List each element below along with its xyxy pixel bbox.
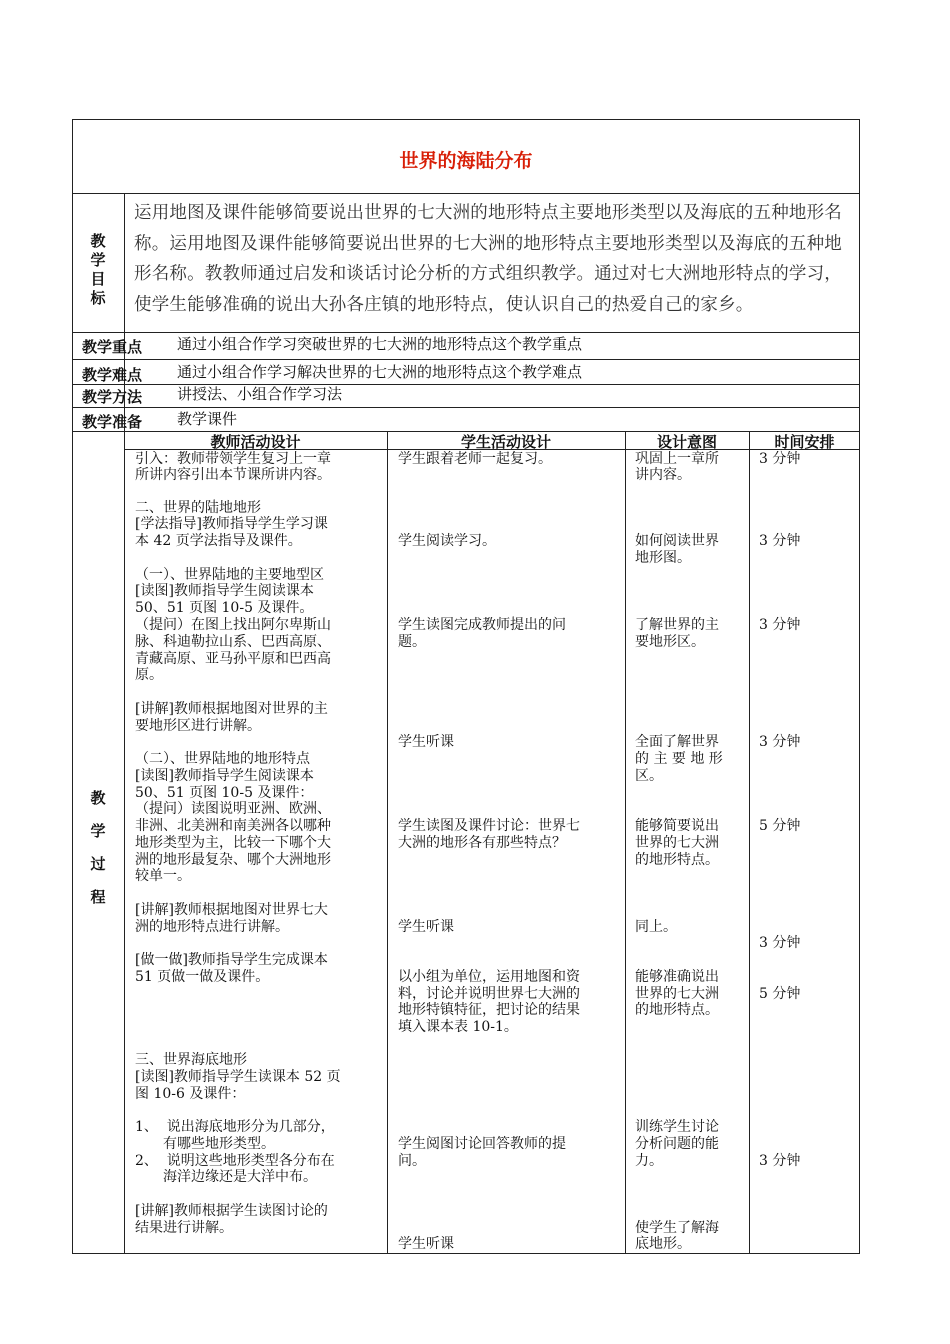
process-label-text: 教学过程: [90, 789, 106, 906]
time-line: 5 分钟: [759, 818, 801, 834]
student-line: 学生跟着老师一起复习。: [398, 451, 552, 467]
teacher-line: [讲解]教师根据地图对世界的主: [135, 701, 328, 717]
intent-line: 地形图。: [635, 550, 691, 566]
row-value-preparation: 教学课件: [177, 410, 238, 428]
time-line: 3 分钟: [759, 734, 801, 750]
row-value-focus: 通过小组合作学习突破世界的七大洲的地形特点这个教学重点: [177, 335, 583, 353]
teacher-line: 1、 说出海底地形分为几部分，: [135, 1119, 335, 1135]
intent-line: 底地形。: [635, 1236, 691, 1252]
intent-line: 了解世界的主: [635, 617, 719, 633]
teacher-line: （提问）在图上找出阿尔卑斯山: [135, 617, 331, 633]
teacher-line: [读图]教师指导学生阅读课本: [135, 583, 314, 599]
teacher-line: 洲的地形最复杂、哪个大洲地形: [135, 852, 331, 868]
teacher-line: （一）、世界陆地的主要地型区: [135, 567, 324, 583]
time-line: 3 分钟: [759, 533, 801, 549]
teacher-line: [读图]教师指导学生读课本 52 页: [135, 1069, 341, 1085]
student-line: 学生阅读学习。: [398, 533, 496, 549]
teacher-line: 结果进行讲解。: [135, 1220, 233, 1236]
teacher-line: [学法指导]教师指导学生学习课: [135, 516, 328, 532]
time-line: 3 分钟: [759, 451, 801, 467]
goals-text: 运用地图及课件能够简要说出世界的七大洲的地形特点主要地形类型以及海底的五种地形名称。运用地图及课件能够简要说出世界的七大洲的地形特点主要地形类型以及海底的五种地形名称。教教师通过启发和谈话讨论分析的方式组织教学。通过对七大洲地形特点的学习，使学生能够准确的说出大孙各庄镇的地形特点，使认识自己的热爱自己的家乡。: [134, 203, 842, 315]
student-line: 填入课本表 10-1。: [398, 1019, 518, 1035]
teacher-line: 海洋边缘还是大洋中布。: [163, 1169, 317, 1185]
teacher-line: 三、世界海底地形: [135, 1052, 247, 1068]
student-line: 地形特镇特征，把讨论的结果: [398, 1002, 580, 1018]
student-line: 料，讨论并说明世界七大洲的: [398, 986, 580, 1002]
intent-line: 区。: [635, 768, 663, 784]
rule: [72, 332, 860, 333]
teacher-line: （二）、世界陆地的地形特点: [135, 751, 310, 767]
student-line: 学生读图及课件讨论：世界七: [398, 818, 580, 834]
teacher-line: 2、 说明这些地形类型各分布在: [135, 1153, 335, 1169]
teacher-line: 50、51 页图 10-5 及课件：: [135, 785, 314, 801]
intent-line: 世界的七大洲: [635, 986, 719, 1002]
student-line: 学生听课: [398, 1236, 454, 1252]
row-label-preparation: 教学准备: [82, 413, 143, 431]
intent-line: 世界的七大洲: [635, 835, 719, 851]
teacher-line: [讲解]教师根据学生读图讨论的: [135, 1203, 328, 1219]
student-line: 学生听课: [398, 919, 454, 935]
intent-line: 训练学生讨论: [635, 1119, 719, 1135]
time-line: 3 分钟: [759, 1153, 801, 1169]
process-label: [72, 782, 124, 914]
goals-label: [72, 232, 124, 308]
intent-line: 讲内容。: [635, 467, 691, 483]
row-value-method: 讲授法、小组合作学习法: [177, 385, 343, 403]
intent-line: 的地形特点。: [635, 1002, 719, 1018]
page-title: 世界的海陆分布: [399, 150, 533, 172]
header-student: 学生活动设计: [460, 433, 551, 451]
rule: [749, 431, 750, 1254]
teacher-line: 脉、科迪勒拉山系、巴西高原、: [135, 634, 331, 650]
teacher-line: 青藏高原、亚马孙平原和巴西高: [135, 651, 331, 667]
rule: [72, 359, 860, 360]
header-intent: 设计意图: [656, 433, 717, 451]
intent-line: 同上。: [635, 919, 677, 935]
teacher-line: 原。: [135, 667, 163, 683]
goals-label-text: 教学目标: [90, 232, 106, 307]
student-line: 学生听课: [398, 734, 454, 750]
header-time: 时间安排: [774, 433, 835, 451]
teacher-line: 较单一。: [135, 868, 191, 884]
intent-line: 能够简要说出: [635, 818, 719, 834]
student-line: 大洲的地形各有那些特点？: [398, 835, 566, 851]
student-line: 学生读图完成教师提出的问: [398, 617, 566, 633]
rule: [625, 431, 626, 1254]
teacher-line: 有哪些地形类型。: [163, 1136, 275, 1152]
intent-line: 力。: [635, 1153, 663, 1169]
row-label-difficulty: 教学难点: [82, 366, 143, 384]
intent-line: 能够准确说出: [635, 969, 719, 985]
time-line: 3 分钟: [759, 617, 801, 633]
student-line: 学生阅图讨论回答教师的提: [398, 1136, 566, 1152]
teacher-line: 地形类型为主，比较一下哪个大: [135, 835, 331, 851]
teacher-line: 非洲、北美洲和南美洲各以哪种: [135, 818, 331, 834]
row-label-method: 教学方法: [82, 388, 143, 406]
intent-line: 使学生了解海: [635, 1220, 719, 1236]
teacher-line: 51 页做一做及课件。: [135, 969, 270, 985]
intent-line: 的 主 要 地 形: [635, 751, 723, 767]
rule: [387, 431, 388, 1254]
intent-line: 巩固上一章所: [635, 451, 719, 467]
time-line: 5 分钟: [759, 986, 801, 1002]
header-teacher: 教师活动设计: [210, 433, 301, 451]
teacher-line: [读图]教师指导学生阅读课本: [135, 768, 314, 784]
teacher-line: 所讲内容引出本节课所讲内容。: [135, 467, 331, 483]
teacher-line: 本 42 页学法指导及课件。: [135, 533, 302, 549]
teacher-line: 图 10-6 及课件：: [135, 1086, 246, 1102]
student-line: 问。: [398, 1153, 426, 1169]
rule: [72, 193, 860, 194]
teacher-line: [讲解]教师根据地图对世界七大: [135, 902, 328, 918]
intent-line: 如何阅读世界: [635, 533, 719, 549]
teacher-line: （提问）读图说明亚洲、欧洲、: [135, 801, 331, 817]
intent-line: 全面了解世界: [635, 734, 719, 750]
teacher-line: 引入：教师带领学生复习上一章: [135, 451, 331, 467]
intent-line: 的地形特点。: [635, 852, 719, 868]
rule: [72, 407, 860, 408]
teacher-line: 50、51 页图 10-5 及课件。: [135, 600, 314, 616]
teacher-line: [做一做]教师指导学生完成课本: [135, 952, 328, 968]
teacher-line: 二、世界的陆地地形: [135, 500, 261, 516]
row-label-focus: 教学重点: [82, 338, 143, 356]
row-value-difficulty: 通过小组合作学习解决世界的七大洲的地形特点这个教学难点: [177, 363, 583, 381]
student-line: 以小组为单位，运用地图和资: [398, 969, 580, 985]
teacher-line: 要地形区进行讲解。: [135, 718, 261, 734]
student-line: 题。: [398, 634, 426, 650]
teacher-line: 洲的地形特点进行讲解。: [135, 919, 289, 935]
time-line: 3 分钟: [759, 935, 801, 951]
intent-line: 要地形区。: [635, 634, 705, 650]
intent-line: 分析问题的能: [635, 1136, 719, 1152]
